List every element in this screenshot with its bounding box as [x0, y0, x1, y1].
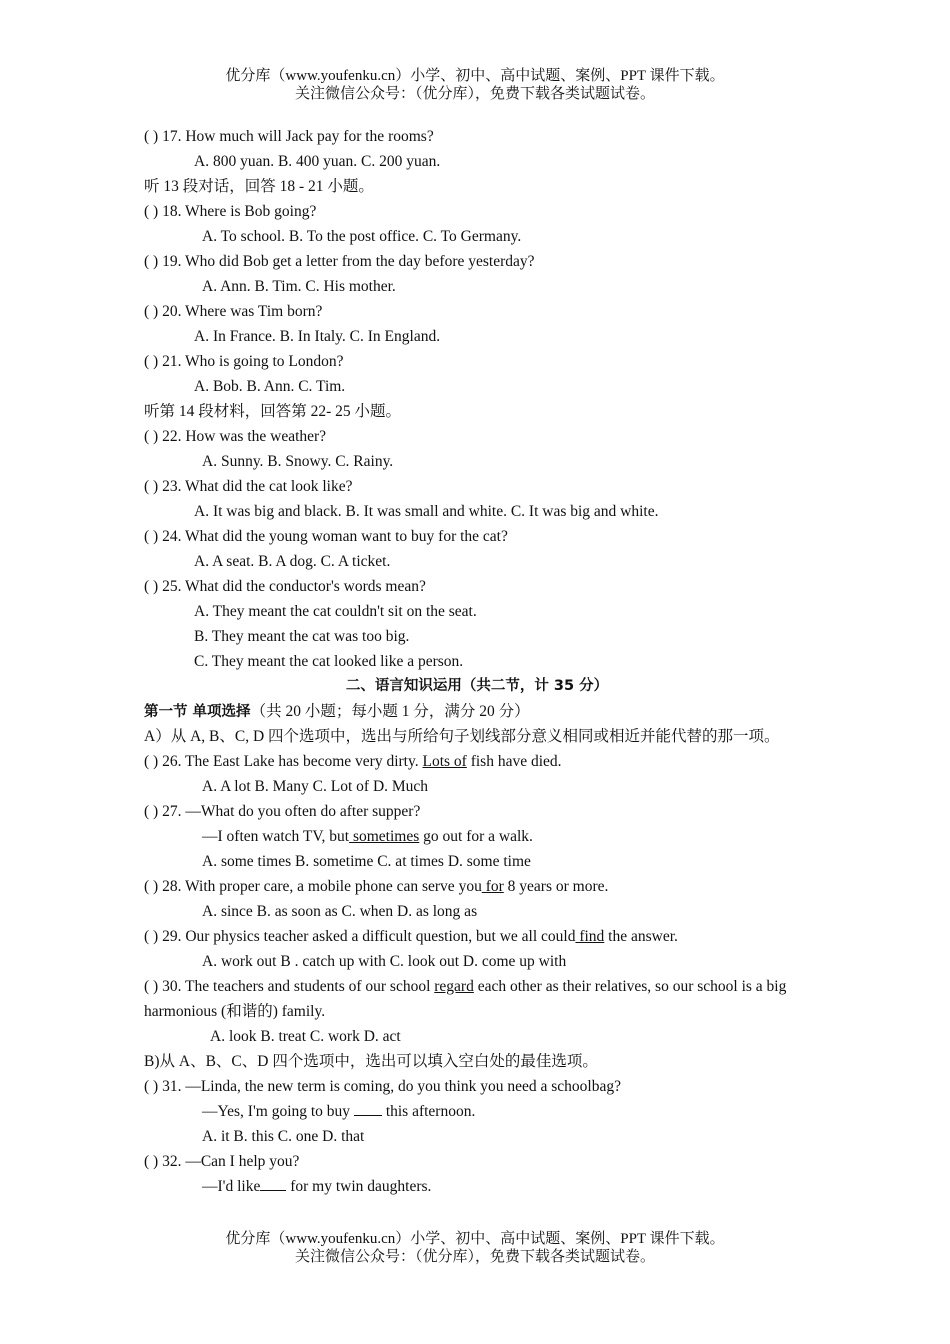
question-18: ( ) 18. Where is Bob going? [144, 203, 317, 220]
material-14-instruction: 听第 14 段材料，回答第 22- 25 小题。 [144, 403, 402, 420]
page-footer [0, 1230, 950, 1266]
question-27: ( ) 27. —What do you often do after supper? [144, 803, 421, 820]
question-30 [144, 974, 810, 1024]
question-17: ( ) 17. How much will Jack pay for the rooms? [144, 128, 434, 145]
question-29-options: A. work out B . catch up with C. look out D. come up with [202, 953, 567, 970]
question-31-blank [354, 1101, 382, 1116]
question-22: ( ) 22. How was the weather? [144, 428, 327, 445]
question-21-options: A. Bob. B. Ann. C. Tim. [194, 378, 346, 395]
question-29-text: ( ) 29. Our physics teacher asked a difficult question, but we all could [144, 928, 576, 945]
question-25-option-b: B. They meant the cat was too big. [194, 628, 410, 645]
question-28 [144, 874, 810, 899]
question-27-reply [144, 824, 810, 849]
question-24-options: A. A seat. B. A dog. C. A ticket. [194, 553, 391, 570]
question-21: ( ) 21. Who is going to London? [144, 353, 344, 370]
question-27-reply-text: —I often watch TV, but [202, 828, 350, 845]
question-28-text: ( ) 28. With proper care, a mobile phone can serve you [144, 878, 482, 895]
question-30-underlined: regard [434, 978, 474, 995]
footer-line-1: 优分库（www.youfenku.cn）小学、初中、高中试题、案例、PPT 课件下载。 [225, 1231, 725, 1247]
question-30-options: A. look B. treat C. work D. act [210, 1028, 401, 1045]
question-29-text-end: the answer. [604, 928, 678, 945]
question-31-reply-end: this afternoon. [381, 1103, 476, 1120]
question-29-underlined: find [575, 928, 605, 945]
question-24: ( ) 24. What did the young woman want to buy for the cat? [144, 528, 508, 545]
exam-content [144, 124, 810, 1199]
question-25-option-a: A. They meant the cat couldn't sit on the seat. [194, 603, 477, 620]
question-20: ( ) 20. Where was Tim born? [144, 303, 323, 320]
question-17-options: A. 800 yuan. B. 400 yuan. C. 200 yuan. [194, 153, 441, 170]
question-26 [144, 749, 810, 774]
section-1-note: （共 20 小题；每小题 1 分，满分 20 分） [250, 703, 530, 720]
question-26-underlined: Lots of [422, 753, 467, 770]
question-18-options: A. To school. B. To the post office. C. To Germany. [202, 228, 522, 245]
question-32: ( ) 32. —Can I help you? [144, 1153, 300, 1170]
question-23-options: A. It was big and black. B. It was small and white. C. It was big and white. [194, 503, 659, 520]
instruction-b: B)从 A、B、C、D 四个选项中，选出可以填入空白处的最佳选项。 [144, 1053, 598, 1070]
question-25: ( ) 25. What did the conductor's words mean? [144, 578, 426, 595]
question-25-option-c: C. They meant the cat looked like a person. [194, 653, 464, 670]
page-header [0, 67, 950, 103]
question-19-options: A. Ann. B. Tim. C. His mother. [202, 278, 396, 295]
section-1-heading [144, 699, 810, 724]
footer-line-2: 关注微信公众号：（优分库），免费下载各类试题试卷。 [294, 1249, 655, 1265]
question-22-options: A. Sunny. B. Snowy. C. Rainy. [202, 453, 394, 470]
question-31: ( ) 31. —Linda, the new term is coming, do you think you need a schoolbag? [144, 1078, 621, 1095]
question-31-options: A. it B. this C. one D. that [202, 1128, 365, 1145]
question-28-options: A. since B. as soon as C. when D. as long as [202, 903, 478, 920]
question-26-text-end: fish have died. [466, 753, 562, 770]
dialog-13-instruction: 听 13 段对话，回答 18 - 21 小题。 [144, 178, 374, 195]
question-32-blank [260, 1176, 286, 1191]
question-31-reply-text: —Yes, I'm going to buy [202, 1103, 354, 1120]
question-20-options: A. In France. B. In Italy. C. In England. [194, 328, 441, 345]
question-28-underlined: for [481, 878, 504, 895]
question-32-reply-end: for my twin daughters. [286, 1178, 432, 1195]
header-line-1: 优分库（www.youfenku.cn）小学、初中、高中试题、案例、PPT 课件下载。 [225, 68, 725, 84]
question-27-options: A. some times B. sometime C. at times D. some time [202, 853, 531, 870]
instruction-a: A）从 A, B、C, D 四个选项中，选出与所给句子划线部分意义相同或相近并能代替的那一项。 [144, 728, 780, 745]
section-1-title: 第一节 单项选择 [144, 704, 251, 720]
question-32-reply [144, 1174, 810, 1199]
question-28-text-end: 8 years or more. [503, 878, 609, 895]
question-26-options: A. A lot B. Many C. Lot of D. Much [202, 778, 429, 795]
question-29 [144, 924, 810, 949]
part-2-title: 二、语言知识运用（共二节，计 35 分） [345, 678, 609, 694]
question-27-underlined: sometimes [349, 828, 420, 845]
question-30-text: ( ) 30. The teachers and students of our school [144, 978, 435, 995]
question-30-text-end: each other as their relatives, so our school is a big harmonious (和谐的) family. [144, 978, 787, 1020]
header-line-2: 关注微信公众号：（优分库），免费下载各类试题试卷。 [294, 86, 655, 102]
question-31-reply [144, 1099, 810, 1124]
question-32-reply-text: —I'd like [202, 1178, 261, 1195]
question-27-reply-end: go out for a walk. [419, 828, 533, 845]
question-23: ( ) 23. What did the cat look like? [144, 478, 353, 495]
question-19: ( ) 19. Who did Bob get a letter from the day before yesterday? [144, 253, 535, 270]
question-26-text: ( ) 26. The East Lake has become very dirty. [144, 753, 423, 770]
